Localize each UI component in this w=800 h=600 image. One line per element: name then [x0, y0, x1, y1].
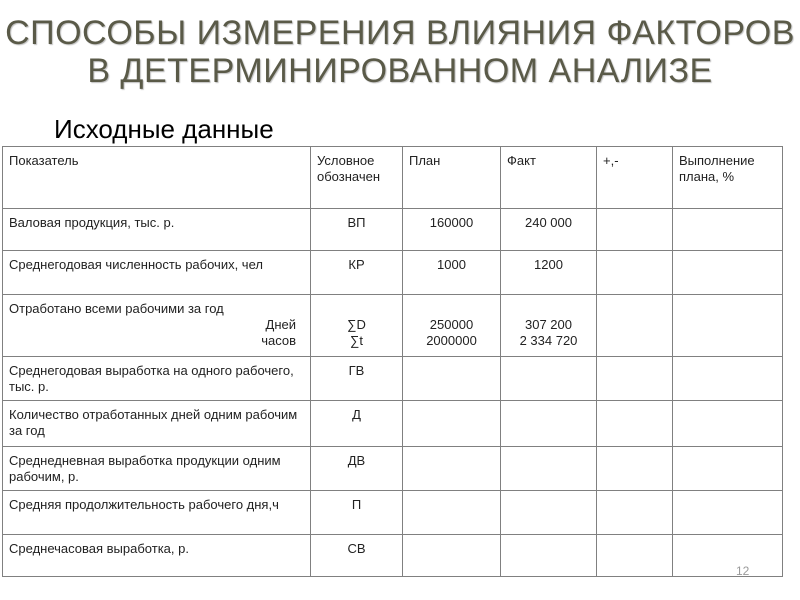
cell-indicator-sub-days: Дней — [265, 317, 296, 332]
cell-indicator: Среднегодовая выработка на одного рабочего, тыс. р. — [3, 357, 311, 401]
cell-indicator: Средняя продолжительность рабочего дня,ч — [3, 491, 311, 535]
cell-plan — [403, 295, 501, 357]
cell-fact — [501, 447, 597, 491]
cell-indicator-sub-hours: часов — [261, 333, 296, 348]
cell-plan — [403, 357, 501, 401]
page-number: 12 — [736, 564, 750, 578]
header-plan: План — [403, 147, 501, 209]
cell-plan — [403, 401, 501, 447]
cell-plan-hours: 2000000 — [426, 333, 477, 348]
header-symbol: Условное обозначен — [311, 147, 403, 209]
table-header-row — [3, 147, 783, 209]
cell-symbol-days: ∑D — [347, 317, 366, 332]
cell-completion — [673, 491, 783, 535]
cell-indicator — [3, 295, 311, 357]
cell-completion — [673, 401, 783, 447]
cell-fact — [501, 491, 597, 535]
cell-completion — [673, 357, 783, 401]
cell-indicator: Среднегодовая численность рабочих, чел — [3, 251, 311, 295]
cell-symbol: П — [311, 491, 403, 535]
cell-diff — [597, 401, 673, 447]
header-fact: Факт — [501, 147, 597, 209]
header-diff: +,- — [597, 147, 673, 209]
cell-diff — [597, 447, 673, 491]
cell-fact-hours: 2 334 720 — [519, 333, 578, 348]
header-indicator: Показатель — [3, 147, 311, 209]
slide-subtitle: Исходные данные — [54, 114, 274, 144]
table-row — [3, 535, 783, 577]
cell-diff — [597, 209, 673, 251]
slide-title-line2: В ДЕТЕРМИНИРОВАННОМ АНАЛИЗЕ — [87, 52, 713, 90]
cell-symbol: ДВ — [311, 447, 403, 491]
cell-indicator: Среднедневная выработка продукции одним рабочим, р. — [3, 447, 311, 491]
table-row — [3, 251, 783, 295]
cell-fact: 240 000 — [501, 209, 597, 251]
slide-title — [0, 14, 800, 90]
cell-symbol: Д — [311, 401, 403, 447]
cell-plan: 1000 — [403, 251, 501, 295]
table-row — [3, 209, 783, 251]
cell-plan-days: 250000 — [429, 317, 474, 332]
cell-plan — [403, 491, 501, 535]
cell-diff — [597, 295, 673, 357]
cell-symbol: СВ — [311, 535, 403, 577]
table-row — [3, 357, 783, 401]
data-table — [2, 146, 783, 577]
cell-plan — [403, 447, 501, 491]
cell-symbol: ВП — [311, 209, 403, 251]
cell-indicator: Среднечасовая выработка, р. — [3, 535, 311, 577]
cell-fact — [501, 535, 597, 577]
cell-fact-days: 307 200 — [525, 317, 572, 332]
cell-indicator: Валовая продукция, тыс. р. — [3, 209, 311, 251]
cell-diff — [597, 251, 673, 295]
cell-diff — [597, 535, 673, 577]
cell-diff — [597, 491, 673, 535]
cell-completion — [673, 295, 783, 357]
cell-diff — [597, 357, 673, 401]
table-row — [3, 401, 783, 447]
table-row — [3, 491, 783, 535]
cell-indicator: Количество отработанных дней одним рабочим за год — [3, 401, 311, 447]
cell-plan — [403, 535, 501, 577]
table-row — [3, 295, 783, 357]
cell-symbol-hours: ∑t — [350, 333, 363, 348]
slide-title-line1: СПОСОБЫ ИЗМЕРЕНИЯ ВЛИЯНИЯ ФАКТОРОВ — [5, 14, 795, 52]
cell-fact: 1200 — [501, 251, 597, 295]
cell-fact — [501, 357, 597, 401]
header-completion: Выполнение плана, % — [673, 147, 783, 209]
cell-completion — [673, 447, 783, 491]
cell-fact — [501, 401, 597, 447]
cell-completion — [673, 535, 783, 577]
cell-completion — [673, 209, 783, 251]
cell-completion — [673, 251, 783, 295]
cell-symbol — [311, 295, 403, 357]
cell-indicator-main: Отработано всеми рабочими за год — [9, 301, 224, 316]
cell-plan: 160000 — [403, 209, 501, 251]
cell-fact — [501, 295, 597, 357]
table-row — [3, 447, 783, 491]
cell-symbol: КР — [311, 251, 403, 295]
cell-symbol: ГВ — [311, 357, 403, 401]
